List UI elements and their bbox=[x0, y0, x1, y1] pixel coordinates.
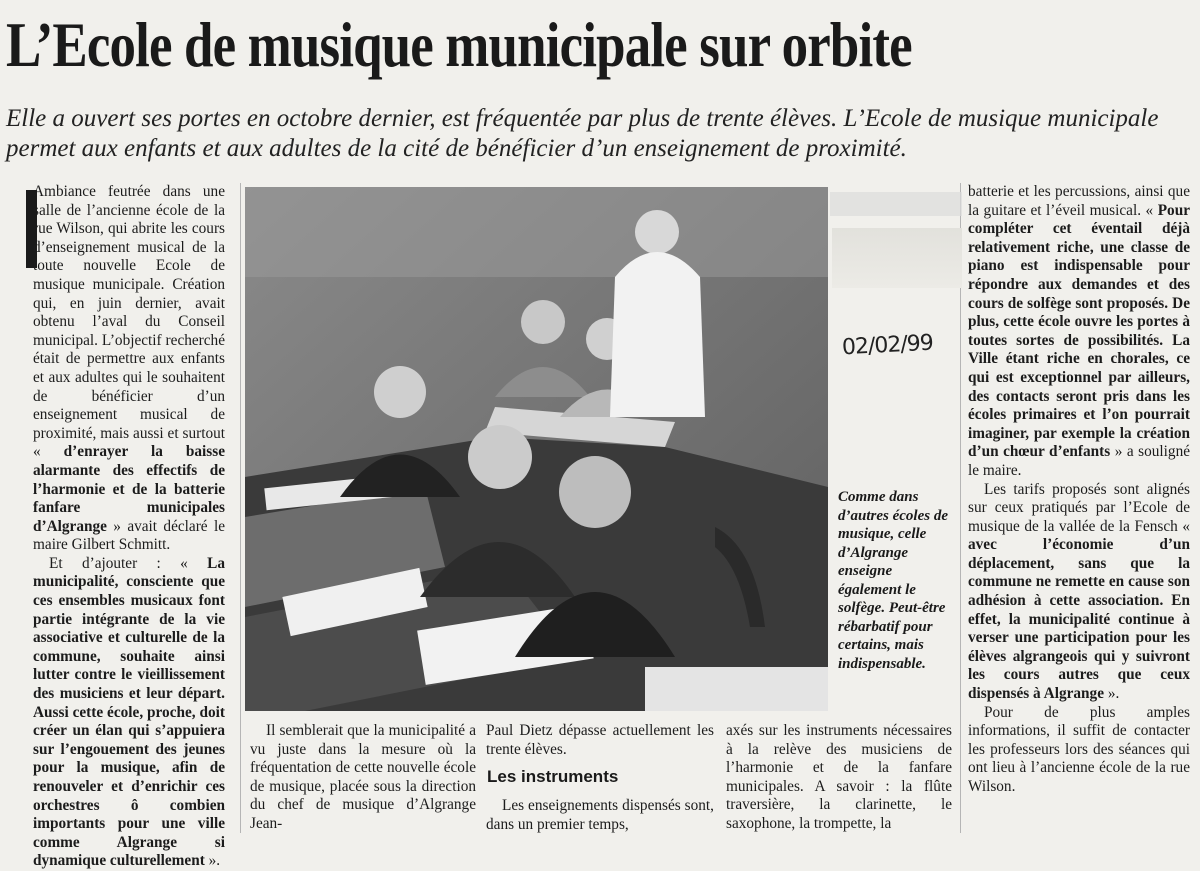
paragraph: Il semblerait que la municipalité a vu juste dans la mesure où la fréquentation de cette nouvelle école de musique, placée sous la direction du chef de musique d’Algrange Jean- bbox=[250, 722, 476, 832]
column-rule bbox=[240, 183, 241, 833]
paragraph: batterie et les percussions, ainsi que la guitare et l’éveil musical. « Pour compléter cet éventail déjà relativement riche, une classe de piano est indispensable pour répondre aux demandes et des cours de solfège sont proposés. De plus, cette école ouvre les portes à toutes sortes de possibilités. La Ville étant riche en chorales, ce qui est exceptionnel par ailleurs, des contacts seront pris dans les écoles primaires et l’on pourrait imaginer, par exemple la création d’un chœur d’enfants » a souligné le maire. bbox=[968, 183, 1191, 479]
paragraph: Ambiance feutrée dans une salle de l’ancienne école de la rue Wilson, qui abrite les cours d’enseignement musical de la toute nouvelle Ecole de musique municipale. Création qui, en juin dernier, avait obtenu l’aval du Conseil municipal. L’objectif recherché était de permettre aux enfants et aux adultes qui le souhaitent de bénéficier d’un enseignement musical de proximité, mais aussi et surtout « d’enrayer la baisse alarmante des effectifs de l’harmonie et de la batterie fanfare municipales d’Algrange » avait déclaré le maire Gilbert Schmitt. bbox=[33, 183, 225, 554]
article-column-3-continued bbox=[486, 797, 714, 834]
section-subheading: Les instruments bbox=[487, 767, 619, 786]
paragraph: axés sur les instruments nécessaires à la relève des musiciens de l’harmonie et de la fanfare municipales. A savoir : la flûte traversière, la clarinette, le saxophone, la trompette, la bbox=[726, 722, 952, 832]
article-column-5 bbox=[968, 183, 1190, 797]
adjacent-article-fragment bbox=[830, 192, 962, 216]
paragraph: Pour de plus amples informations, il suffit de contacter les professeurs lors des séances qui ont lieu à l’ancienne école de la rue Wilson. bbox=[968, 703, 1190, 795]
photo-caption: Comme dans d’autres écoles de musique, celle d’Algrange enseigne également le solfège. Peut-être rébarbatif pour certains, mais indispensable. bbox=[838, 489, 948, 672]
handwritten-date: 02/02/99 bbox=[841, 330, 934, 361]
paragraph: Et d’ajouter : « La municipalité, consciente que ces ensembles musicaux font partie intégrante de la vie associative et culturelle de la commune, souhaite ainsi lutter contre le vieillissement des musiciens et leur départ. Aussi cette école, proche, doit créer un élan qui s’appuiera sur l’engouement des jeunes pour la musique, afin de renouveler et d’enrichir ces orchestres ô combien importants pour une ville comme Algrange si dynamique culturellement ». bbox=[33, 554, 225, 870]
headline: L’Ecole de musique municipale sur orbite bbox=[6, 10, 912, 80]
photo-illustration bbox=[245, 187, 828, 711]
adjacent-article-fragment bbox=[832, 228, 962, 288]
paragraph: Paul Dietz dépasse actuellement les trente élèves. bbox=[486, 722, 714, 758]
article-column-1 bbox=[33, 183, 225, 871]
article-column-2 bbox=[250, 722, 476, 834]
paragraph: Les enseignements dispensés sont, dans un premier temps, bbox=[486, 797, 714, 833]
paragraph: Les tarifs proposés sont alignés sur ceux pratiqués par l’Ecole de musique de la vallée de la Fensch « avec l’économie d’un déplacement, sans que la commune ne remette en cause son adhésion à cette association. En effet, la municipalité continue à verser une participation pour les élèves algrangeois qui y suivront les cours autres que ceux dispensés à Algrange ». bbox=[968, 480, 1190, 703]
article-column-4 bbox=[726, 722, 952, 834]
article-column-3 bbox=[486, 722, 714, 759]
lead-paragraph: Elle a ouvert ses portes en octobre dernier, est fréquentée par plus de trente élèves. L’Ecole de musique municipale permet aux enfants et aux adultes de la cité de bénéficier d’un enseignement de proximité. bbox=[6, 105, 1159, 162]
classroom-photo bbox=[245, 187, 828, 711]
